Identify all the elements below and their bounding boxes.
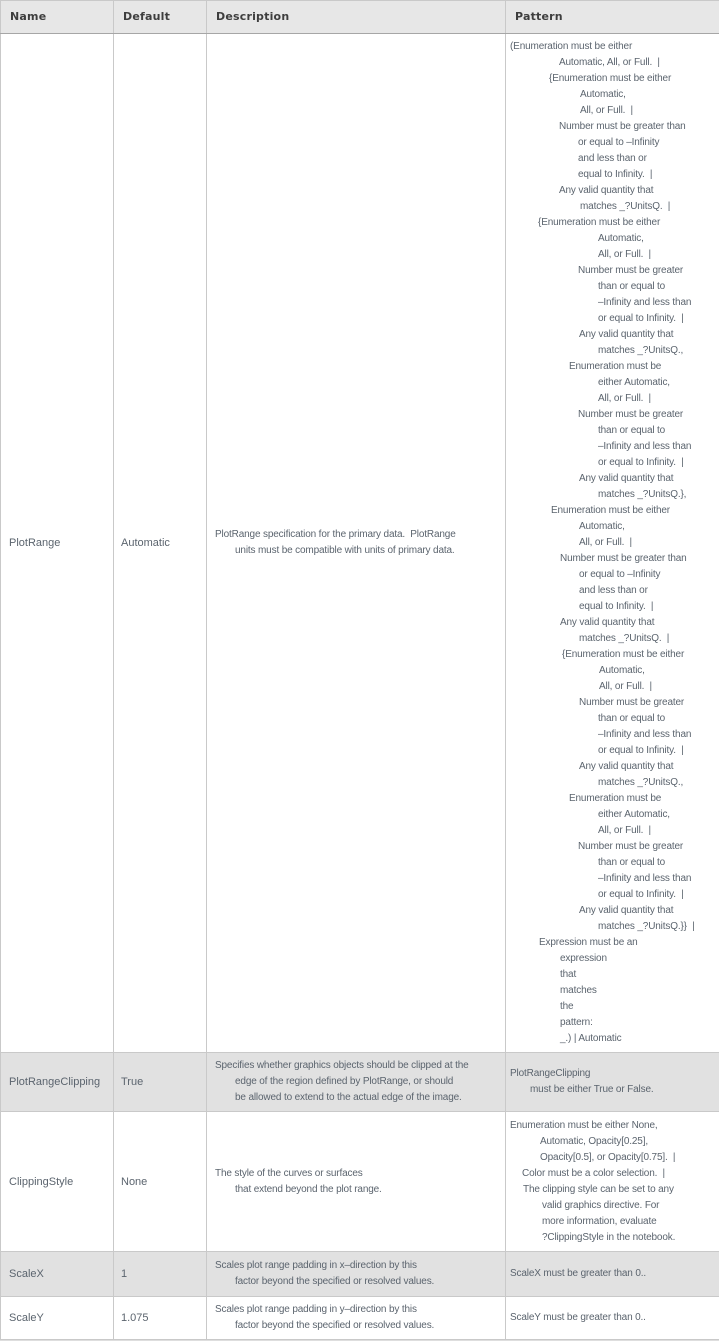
text-line: Enumeration must be [569,793,662,804]
text-line: edge of the region defined by PlotRange, or should [235,1076,454,1087]
text-line: –Infinity and less than [598,441,692,452]
table-header [1,1,719,34]
text-line: matches _?UnitsQ.}, [598,489,687,500]
text-line: matches _?UnitsQ., [598,777,684,788]
text-line: the [560,1001,574,1012]
text-line: either Automatic, [598,377,670,388]
text-line: {Enumeration must be either [549,73,672,84]
text-line: be allowed to extend to the actual edge of the image. [235,1092,462,1103]
text-line: either Automatic, [598,809,670,820]
cell-name: PlotRangeClipping [1,1053,114,1112]
text-line: than or equal to [598,425,666,436]
text-line: matches _?UnitsQ. | [579,633,670,644]
text-line: or equal to Infinity. | [598,889,684,900]
text-line: PlotRangeClipping [510,1068,591,1079]
cell-pattern [506,1112,719,1252]
cell-name: ScaleY [1,1297,114,1340]
text-line: that extend beyond the plot range. [235,1183,382,1195]
text-line: The clipping style can be set to any [523,1183,674,1195]
column-header-name: Name [1,1,114,34]
text-line: Number must be greater [578,841,684,852]
text-line: pattern: [560,1017,593,1028]
text-line: Any valid quantity that [579,473,674,484]
text-line: Expression must be an [539,937,638,948]
cell-default: None [114,1112,207,1252]
text-line: matches [560,985,597,996]
text-line: or equal to Infinity. | [598,313,684,324]
text-line: Automatic, [579,521,625,532]
text-line: –Infinity and less than [598,297,692,308]
text-line: matches _?UnitsQ.}} | [598,921,695,932]
text-line: Opacity[0.5], or Opacity[0.75]. | [540,1151,676,1163]
column-header-pattern: Pattern [506,1,719,34]
text-line: –Infinity and less than [598,729,692,740]
text-line: All, or Full. | [598,249,651,260]
cell-description [207,34,506,1053]
text-line: Scales plot range padding in y–direction by this [215,1304,417,1315]
text-line: or equal to Infinity. | [598,745,684,756]
text-line: factor beyond the specified or resolved values. [235,1320,435,1331]
table-row [1,1053,719,1112]
text-line: Specifies whether graphics objects should be clipped at the [215,1060,469,1071]
column-header-description: Description [207,1,506,34]
header-row [1,1,719,34]
text-line: Scales plot range padding in x–direction by this [215,1260,417,1271]
cell-name: ClippingStyle [1,1112,114,1252]
text-line: Automatic, All, or Full. | [559,57,660,68]
text-line: Number must be greater [578,265,684,276]
text-line: equal to Infinity. | [578,169,653,180]
text-line: Enumeration must be either [551,505,670,516]
text-line: matches _?UnitsQ., [598,345,684,356]
cell-pattern [506,1297,719,1340]
text-line: equal to Infinity. | [579,601,654,612]
text-line: Any valid quantity that [579,329,674,340]
text-line: and less than or [578,153,647,164]
text-line: All, or Full. | [598,393,651,404]
text-line: or equal to –Infinity [578,137,660,148]
text-line: Any valid quantity that [579,905,674,916]
cell-pattern [506,1252,719,1297]
text-line: Number must be greater than [559,121,686,132]
text-line: that [560,969,577,980]
text-line: or equal to Infinity. | [598,457,684,468]
text-line: ScaleX must be greater than 0.. [510,1268,646,1279]
text-line: Number must be greater than [560,553,687,564]
table-row [1,1252,719,1297]
text-line: than or equal to [598,281,666,292]
text-line: Automatic, [598,233,644,244]
text-line: Automatic, Opacity[0.25], [540,1135,648,1147]
text-line: or equal to –Infinity [579,569,661,580]
text-line: must be either True or False. [530,1084,654,1095]
column-header-default: Default [114,1,207,34]
text-line: Number must be greater [579,697,685,708]
cell-default: 1 [114,1252,207,1297]
text-line: Automatic, [580,89,626,100]
text-line: Any valid quantity that [559,185,654,196]
text-line: All, or Full. | [599,681,652,692]
text-line: Color must be a color selection. | [522,1167,665,1179]
cell-description [207,1053,506,1112]
text-line: (Enumeration must be either [510,41,633,52]
text-line: All, or Full. | [598,825,651,836]
text-line: All, or Full. | [580,105,633,116]
text-line: All, or Full. | [579,537,632,548]
cell-default: True [114,1053,207,1112]
text-line: than or equal to [598,857,666,868]
text-line: Enumeration must be [569,361,662,372]
cell-name: ScaleX [1,1252,114,1297]
text-line: –Infinity and less than [598,873,692,884]
text-line: expression [560,953,607,964]
text-line: Enumeration must be either None, [510,1119,658,1131]
text-line: Automatic, [599,665,645,676]
cell-pattern [506,34,719,1053]
text-line: Any valid quantity that [579,761,674,772]
text-line: The style of the curves or surfaces [215,1167,363,1179]
text-line: ?ClippingStyle in the notebook. [542,1231,676,1243]
text-line: more information, evaluate [542,1215,657,1227]
cell-description [207,1112,506,1252]
text-line: {Enumeration must be either [538,217,661,228]
table-body [1,34,719,1340]
text-line: than or equal to [598,713,666,724]
text-line: _.) | Automatic [560,1033,622,1044]
table-row [1,1297,719,1340]
text-line: units must be compatible with units of primary data. [235,545,455,556]
cell-default: Automatic [114,34,207,1053]
text-line: and less than or [579,585,648,596]
text-line: ScaleY must be greater than 0.. [510,1312,646,1323]
cell-default: 1.075 [114,1297,207,1340]
text-line: PlotRange specification for the primary data. PlotRange [215,529,456,540]
cell-name: PlotRange [1,34,114,1053]
cell-pattern [506,1053,719,1112]
text-line: matches _?UnitsQ. | [580,201,671,212]
text-line: valid graphics directive. For [542,1199,660,1211]
cell-description [207,1252,506,1297]
text-line: Any valid quantity that [560,617,655,628]
text-line: {Enumeration must be either [562,649,685,660]
text-line: Number must be greater [578,409,684,420]
table-row [1,1112,719,1252]
table-row [1,34,719,1053]
cell-description [207,1297,506,1340]
text-line: factor beyond the specified or resolved values. [235,1276,435,1287]
